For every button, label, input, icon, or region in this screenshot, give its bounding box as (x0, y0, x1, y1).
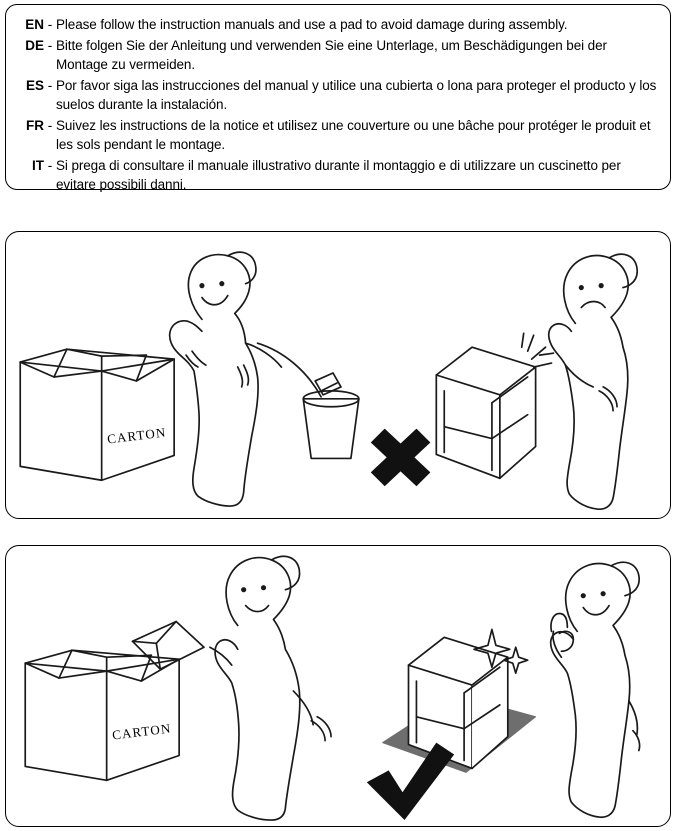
language-code: IT (32, 158, 44, 173)
carton-label: CARTON (111, 720, 173, 743)
language-text: Please follow the instruction manuals and use a pad to avoid damage during assembly. (56, 17, 568, 32)
language-dash: - (47, 118, 53, 133)
cabinet-protected-icon (408, 637, 507, 768)
check-marker-icon (367, 743, 454, 820)
instruction-line-it (16, 156, 658, 194)
carton-box-icon (20, 349, 174, 480)
instruction-line-de (16, 36, 658, 74)
language-text: Si prega di consultare il manuale illustrativo durante il montaggio e di utilizzare un cuscinetto per evitare possibili danni. (56, 158, 621, 192)
instruction-line-fr (16, 116, 658, 154)
language-text: Bitte folgen Sie der Anleitung und verwenden Sie eine Unterlage, um Beschädigungen bei der Montage zu vermeiden. (56, 38, 607, 72)
cabinet-damaged-icon (436, 347, 535, 478)
person-left-happy-icon (170, 252, 282, 506)
language-code: EN (25, 17, 44, 32)
language-code: ES (25, 78, 44, 93)
carton-label: CARTON (106, 424, 168, 447)
person-right-thumbsup-icon (551, 562, 640, 817)
language-text: Suivez les instructions de la notice et utilisez une couverture ou une bâche pour protéger le produit et les sols pendant le montage. (56, 118, 651, 152)
correct-scenario-illustration (6, 546, 670, 826)
instruction-line-es (16, 76, 658, 114)
person-left-reading-icon (210, 556, 331, 820)
discarded-manual-icon (258, 343, 341, 397)
illustration-panel-correct (5, 545, 671, 827)
instruction-line-en (16, 15, 658, 34)
language-code: FR (26, 118, 44, 133)
language-dash: - (47, 38, 53, 53)
waste-bin-icon (303, 391, 359, 459)
language-code: DE (25, 38, 44, 53)
instruction-text-panel (5, 4, 671, 190)
language-dash: - (47, 78, 53, 93)
person-right-sad-icon (549, 254, 637, 509)
carton-box-icon (25, 650, 179, 780)
language-dash: - (47, 158, 53, 173)
manual-booklet-icon (132, 621, 203, 669)
illustration-panel-wrong (5, 231, 671, 519)
cross-marker-icon (371, 429, 431, 487)
language-dash: - (47, 17, 53, 32)
wrong-scenario-illustration (6, 232, 670, 518)
language-text: Por favor siga las instrucciones del manual y utilice una cubierta o lona para proteger el producto y los suelos durante la instalación. (56, 78, 657, 112)
